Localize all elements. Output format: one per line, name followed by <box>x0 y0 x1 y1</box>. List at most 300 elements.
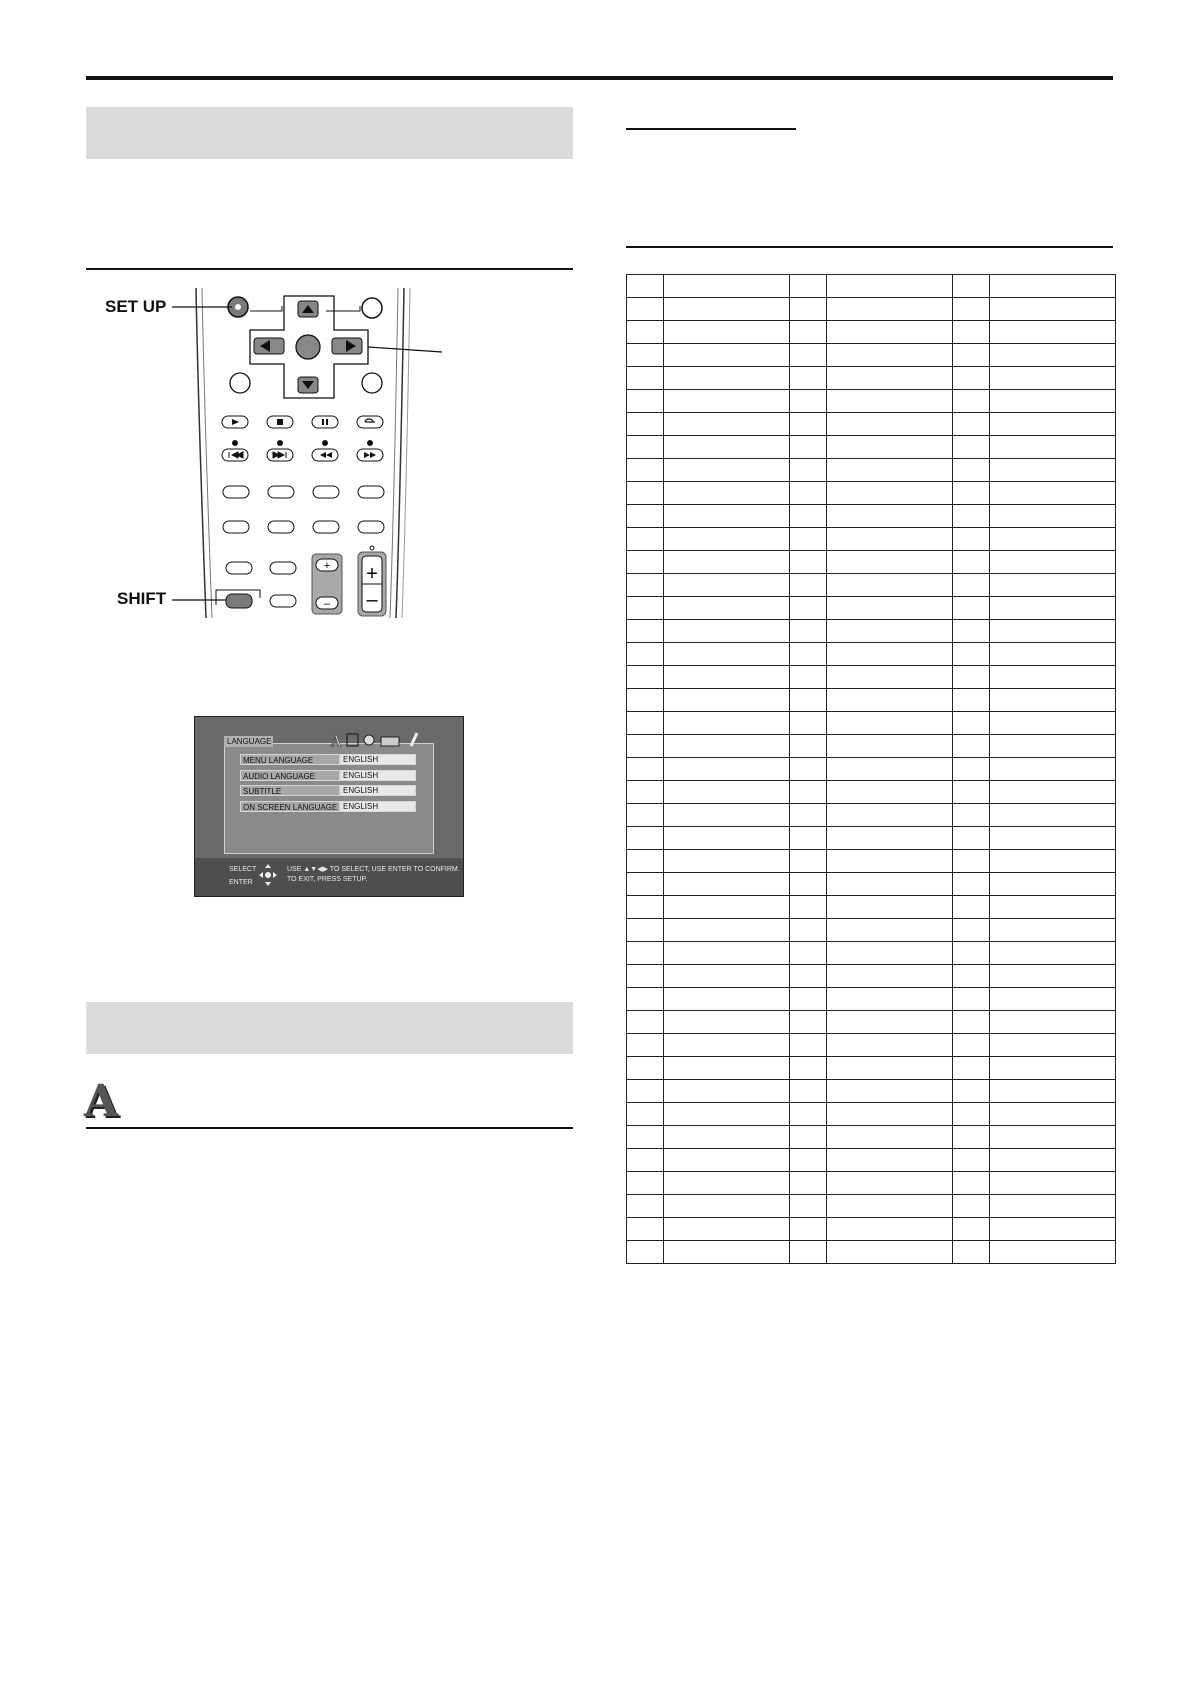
table-row <box>627 275 1116 298</box>
code-cell <box>953 1126 990 1149</box>
code-cell <box>790 988 827 1011</box>
code-cell <box>627 804 664 827</box>
table-row <box>627 298 1116 321</box>
code-cell <box>790 827 827 850</box>
code-cell <box>953 850 990 873</box>
language-cell <box>990 482 1116 505</box>
code-cell <box>953 643 990 666</box>
osd-footer <box>195 858 463 896</box>
language-cell <box>664 344 790 367</box>
language-cell <box>664 712 790 735</box>
language-cell <box>827 574 953 597</box>
language-cell <box>990 528 1116 551</box>
language-cell <box>827 344 953 367</box>
osd-instruction-line1: USE ▲▼◀▶ TO SELECT, USE ENTER TO CONFIRM. <box>287 866 460 873</box>
language-cell <box>664 804 790 827</box>
code-cell <box>953 689 990 712</box>
language-cell <box>827 1057 953 1080</box>
setup-label: SET UP <box>105 297 167 316</box>
language-cell <box>827 666 953 689</box>
table-row <box>627 850 1116 873</box>
language-cell <box>827 1218 953 1241</box>
code-cell <box>627 827 664 850</box>
code-cell <box>790 896 827 919</box>
language-cell <box>664 1057 790 1080</box>
code-cell <box>953 1172 990 1195</box>
table-row <box>627 896 1116 919</box>
language-cell <box>664 873 790 896</box>
language-cell <box>990 505 1116 528</box>
language-cell <box>990 712 1116 735</box>
code-cell <box>627 1126 664 1149</box>
code-cell <box>953 344 990 367</box>
table-row <box>627 919 1116 942</box>
language-cell <box>664 781 790 804</box>
code-cell <box>953 367 990 390</box>
code-cell <box>790 758 827 781</box>
table-row <box>627 528 1116 551</box>
code-cell <box>953 390 990 413</box>
code-cell <box>953 1241 990 1264</box>
table-row <box>627 344 1116 367</box>
shift-button <box>226 594 252 608</box>
svg-text:+: + <box>323 560 331 572</box>
table-row <box>627 1126 1116 1149</box>
code-cell <box>627 298 664 321</box>
language-code-table-body <box>627 275 1116 1264</box>
osd-row-label: AUDIO LANGUAGE <box>240 770 340 781</box>
code-cell <box>627 781 664 804</box>
language-cell <box>664 275 790 298</box>
table-row <box>627 735 1116 758</box>
language-cell <box>664 298 790 321</box>
table-row <box>627 1034 1116 1057</box>
language-cell <box>664 758 790 781</box>
code-cell <box>790 1172 827 1195</box>
preference-category-icon <box>411 733 417 746</box>
language-cell <box>827 1103 953 1126</box>
code-cell <box>790 1057 827 1080</box>
language-cell <box>990 436 1116 459</box>
language-cell <box>664 413 790 436</box>
language-cell <box>827 1011 953 1034</box>
language-cell <box>990 873 1116 896</box>
code-cell <box>790 321 827 344</box>
language-cell <box>664 1034 790 1057</box>
code-cell <box>953 1034 990 1057</box>
table-row <box>627 390 1116 413</box>
code-cell <box>627 436 664 459</box>
code-cell <box>627 367 664 390</box>
volume-plus: + <box>366 563 378 585</box>
volume-minus: – <box>366 589 378 611</box>
language-cell <box>990 344 1116 367</box>
code-cell <box>953 459 990 482</box>
table-row <box>627 436 1116 459</box>
language-cell <box>827 712 953 735</box>
language-cell <box>827 459 953 482</box>
table-row <box>627 367 1116 390</box>
picture-category-icon <box>347 734 358 746</box>
code-cell <box>627 551 664 574</box>
section-header-band-2 <box>86 1002 573 1054</box>
language-cell <box>990 1218 1116 1241</box>
code-cell <box>953 712 990 735</box>
language-cell <box>664 1103 790 1126</box>
code-cell <box>953 988 990 1011</box>
language-cell <box>827 1172 953 1195</box>
language-category-icon: A <box>331 734 342 749</box>
language-cell <box>827 850 953 873</box>
code-cell <box>953 896 990 919</box>
table-row <box>627 666 1116 689</box>
language-cell <box>664 965 790 988</box>
code-cell <box>627 1057 664 1080</box>
code-cell <box>953 1103 990 1126</box>
code-cell <box>627 597 664 620</box>
code-cell <box>790 1241 827 1264</box>
language-cell <box>827 804 953 827</box>
code-cell <box>790 873 827 896</box>
table-row <box>627 321 1116 344</box>
language-section-icon: A <box>84 1076 119 1127</box>
language-cell <box>827 597 953 620</box>
language-cell <box>827 528 953 551</box>
language-cell <box>827 758 953 781</box>
language-cell <box>664 1172 790 1195</box>
language-cell <box>827 873 953 896</box>
language-cell <box>664 896 790 919</box>
svg-text:–: – <box>323 598 331 610</box>
osd-row-value: ENGLISH <box>340 801 416 812</box>
table-row <box>627 551 1116 574</box>
language-cell <box>990 942 1116 965</box>
code-cell <box>953 597 990 620</box>
osd-row-value: ENGLISH <box>340 754 416 765</box>
language-cell <box>827 436 953 459</box>
code-cell <box>790 298 827 321</box>
osd-enter-hint: ENTER <box>229 879 253 886</box>
language-cell <box>664 390 790 413</box>
code-cell <box>953 827 990 850</box>
code-cell <box>953 804 990 827</box>
code-cell <box>627 643 664 666</box>
osd-row-label: MENU LANGUAGE <box>240 754 340 765</box>
osd-row-label: ON SCREEN LANGUAGE <box>240 801 340 812</box>
code-cell <box>790 781 827 804</box>
table-row <box>627 988 1116 1011</box>
language-cell <box>990 1034 1116 1057</box>
table-row <box>627 574 1116 597</box>
language-cell <box>827 413 953 436</box>
table-row <box>627 965 1116 988</box>
code-cell <box>627 758 664 781</box>
language-cell <box>990 1080 1116 1103</box>
language-cell <box>664 505 790 528</box>
code-cell <box>790 436 827 459</box>
code-cell <box>790 1034 827 1057</box>
code-cell <box>953 620 990 643</box>
language-cell <box>827 1034 953 1057</box>
table-row <box>627 1218 1116 1241</box>
code-cell <box>790 574 827 597</box>
code-cell <box>790 275 827 298</box>
code-cell <box>790 1218 827 1241</box>
code-cell <box>627 390 664 413</box>
table-row <box>627 712 1116 735</box>
table-row <box>627 942 1116 965</box>
language-cell <box>990 620 1116 643</box>
code-cell <box>953 1195 990 1218</box>
code-cell <box>953 1218 990 1241</box>
subheading-underline <box>626 128 796 130</box>
code-cell <box>790 1126 827 1149</box>
language-cell <box>990 367 1116 390</box>
code-cell <box>627 482 664 505</box>
code-cell <box>790 850 827 873</box>
language-cell <box>827 643 953 666</box>
table-row <box>627 482 1116 505</box>
language-cell <box>990 321 1116 344</box>
code-cell <box>627 459 664 482</box>
language-cell <box>827 988 953 1011</box>
table-row <box>627 689 1116 712</box>
table-heading-rule <box>626 246 1113 248</box>
code-cell <box>627 1011 664 1034</box>
code-cell <box>627 321 664 344</box>
code-cell <box>790 390 827 413</box>
language-cell <box>664 551 790 574</box>
language-cell <box>990 781 1116 804</box>
code-cell <box>790 712 827 735</box>
language-cell <box>990 1103 1116 1126</box>
osd-row-label: SUBTITLE <box>240 785 340 796</box>
language-cell <box>827 390 953 413</box>
code-cell <box>627 965 664 988</box>
language-cell <box>664 1126 790 1149</box>
code-cell <box>627 873 664 896</box>
language-cell <box>827 1149 953 1172</box>
language-cell <box>990 804 1116 827</box>
code-cell <box>790 367 827 390</box>
language-cell <box>827 827 953 850</box>
language-cell <box>664 1011 790 1034</box>
left-section-rule <box>86 268 573 270</box>
language-cell <box>827 965 953 988</box>
osd-select-hint: SELECT <box>229 866 257 873</box>
language-cell <box>664 367 790 390</box>
language-cell <box>664 643 790 666</box>
language-cell <box>827 551 953 574</box>
code-cell <box>627 1149 664 1172</box>
language-cell <box>990 1195 1116 1218</box>
code-cell <box>953 919 990 942</box>
code-cell <box>953 321 990 344</box>
language-section-rule <box>86 1127 573 1129</box>
language-cell <box>664 1241 790 1264</box>
code-cell <box>953 275 990 298</box>
language-cell <box>990 643 1116 666</box>
code-cell <box>953 505 990 528</box>
code-cell <box>627 620 664 643</box>
code-cell <box>627 850 664 873</box>
language-cell <box>664 482 790 505</box>
code-cell <box>953 1011 990 1034</box>
language-cell <box>827 367 953 390</box>
language-cell <box>990 1241 1116 1264</box>
code-cell <box>953 1057 990 1080</box>
table-row <box>627 1011 1116 1034</box>
top-right-button <box>362 298 382 318</box>
code-cell <box>627 1195 664 1218</box>
table-row <box>627 597 1116 620</box>
language-cell <box>664 436 790 459</box>
code-cell <box>953 666 990 689</box>
language-cell <box>990 551 1116 574</box>
osd-row-value: ENGLISH <box>340 770 416 781</box>
code-cell <box>627 1034 664 1057</box>
language-code-table <box>626 274 1116 1264</box>
language-cell <box>827 505 953 528</box>
osd-tab-language: LANGUAGE <box>224 736 273 747</box>
language-cell <box>664 1149 790 1172</box>
code-cell <box>790 804 827 827</box>
language-cell <box>827 1241 953 1264</box>
language-cell <box>990 1149 1116 1172</box>
code-cell <box>627 919 664 942</box>
table-row <box>627 873 1116 896</box>
table-row <box>627 781 1116 804</box>
table-row <box>627 1172 1116 1195</box>
language-cell <box>990 689 1116 712</box>
language-cell <box>827 781 953 804</box>
code-cell <box>627 1172 664 1195</box>
language-cell <box>664 597 790 620</box>
code-cell <box>953 551 990 574</box>
code-cell <box>627 275 664 298</box>
language-cell <box>990 459 1116 482</box>
language-cell <box>990 1126 1116 1149</box>
code-cell <box>790 1149 827 1172</box>
language-cell <box>990 896 1116 919</box>
language-cell <box>990 988 1116 1011</box>
language-cell <box>990 390 1116 413</box>
code-cell <box>627 528 664 551</box>
top-rule <box>86 76 1113 80</box>
code-cell <box>953 436 990 459</box>
language-cell <box>664 321 790 344</box>
code-cell <box>953 1080 990 1103</box>
language-cell <box>664 1218 790 1241</box>
osd-row-value: ENGLISH <box>340 785 416 796</box>
section-header-band-1 <box>86 107 573 159</box>
code-cell <box>627 712 664 735</box>
table-row <box>627 1057 1116 1080</box>
pause-icon <box>312 416 338 428</box>
code-cell <box>790 1103 827 1126</box>
code-cell <box>790 528 827 551</box>
code-cell <box>953 758 990 781</box>
language-cell <box>664 827 790 850</box>
language-cell <box>827 298 953 321</box>
code-cell <box>790 689 827 712</box>
language-cell <box>990 597 1116 620</box>
code-cell <box>953 574 990 597</box>
language-cell <box>990 919 1116 942</box>
language-cell <box>990 1011 1116 1034</box>
enter-button <box>296 335 320 359</box>
language-cell <box>827 1126 953 1149</box>
language-cell <box>827 620 953 643</box>
code-cell <box>790 482 827 505</box>
shift-label: SHIFT <box>117 589 167 608</box>
language-cell <box>827 689 953 712</box>
language-cell <box>664 850 790 873</box>
table-row <box>627 758 1116 781</box>
language-cell <box>827 735 953 758</box>
code-cell <box>953 298 990 321</box>
code-cell <box>953 482 990 505</box>
code-cell <box>953 965 990 988</box>
code-cell <box>627 574 664 597</box>
left-circle-button <box>230 373 250 393</box>
code-cell <box>953 528 990 551</box>
code-cell <box>790 965 827 988</box>
code-cell <box>627 1080 664 1103</box>
audio-category-icon <box>364 735 374 745</box>
table-row <box>627 459 1116 482</box>
language-cell <box>990 413 1116 436</box>
language-cell <box>664 666 790 689</box>
table-row <box>627 1195 1116 1218</box>
language-cell <box>990 298 1116 321</box>
code-cell <box>790 942 827 965</box>
code-cell <box>627 505 664 528</box>
table-row <box>627 804 1116 827</box>
language-cell <box>990 275 1116 298</box>
language-cell <box>664 1080 790 1103</box>
language-cell <box>990 850 1116 873</box>
code-cell <box>790 413 827 436</box>
language-cell <box>664 528 790 551</box>
remote-control-illustration <box>86 280 466 620</box>
language-cell <box>664 735 790 758</box>
table-row <box>627 1149 1116 1172</box>
language-cell <box>827 896 953 919</box>
language-cell <box>827 482 953 505</box>
language-cell <box>990 735 1116 758</box>
code-cell <box>627 666 664 689</box>
code-cell <box>790 643 827 666</box>
language-cell <box>664 988 790 1011</box>
code-cell <box>627 988 664 1011</box>
language-cell <box>827 942 953 965</box>
right-circle-button <box>362 373 382 393</box>
code-cell <box>790 597 827 620</box>
code-cell <box>627 1218 664 1241</box>
language-cell <box>664 919 790 942</box>
language-cell <box>827 275 953 298</box>
language-cell <box>990 1057 1116 1080</box>
code-cell <box>627 942 664 965</box>
code-cell <box>790 919 827 942</box>
code-cell <box>953 1149 990 1172</box>
language-cell <box>827 1195 953 1218</box>
language-cell <box>664 942 790 965</box>
code-cell <box>790 1080 827 1103</box>
code-cell <box>953 413 990 436</box>
table-row <box>627 643 1116 666</box>
